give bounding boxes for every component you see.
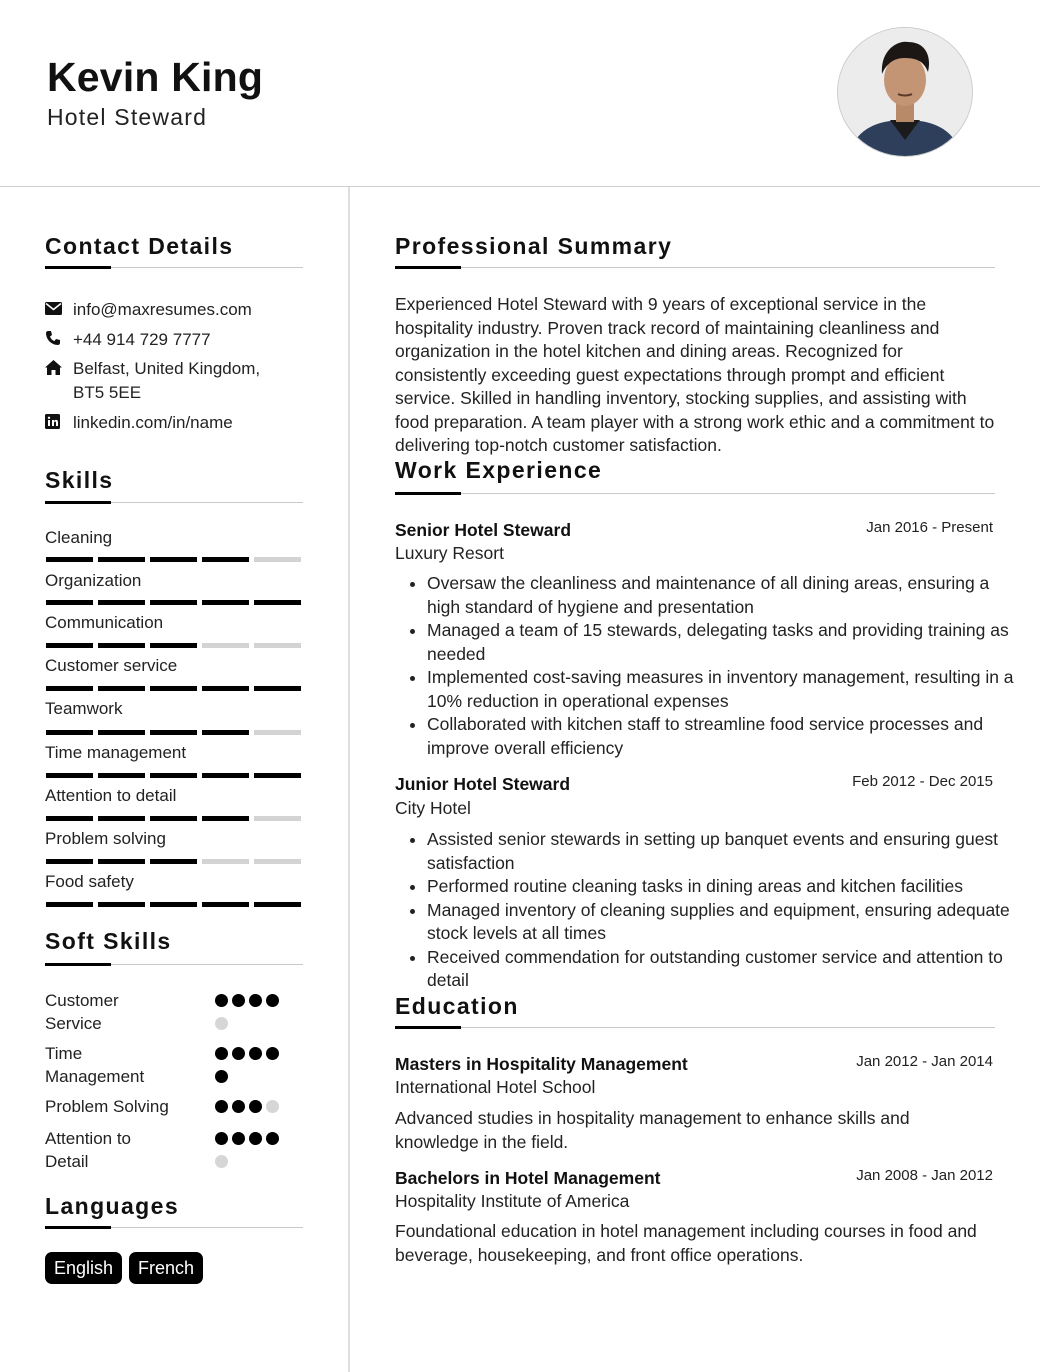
job-title: Senior Hotel Steward [395,520,572,540]
job-bullet: • Implemented cost-saving measures in inventory management, resulting in a 10% reduction in operational expenses [427,666,1027,713]
education-rule [395,1027,995,1028]
job-org: Luxury Resort [395,543,504,563]
candidate-name: Kevin King [47,54,264,100]
education-degree: Bachelors in Hotel Management [395,1168,661,1188]
summary-text: Experienced Hotel Steward with 9 years of exceptional service in the hospitality industry. Proven track record of maintaining cleanliness and organization in the hotel kitchen and dining areas. Recognized for consistently exceeding guest expectations through prompt and efficient service. Skilled in handling inventory, stocking supplies, and assisting with food preparation. A team player with a strong work ethic and a commitment to delivering top-notch customer satisfaction. [395,294,995,455]
soft-skill-rating-dot [215,1070,228,1083]
skill-level-segment [150,902,197,907]
contact-address-row [45,357,260,405]
candidate-title: Hotel Steward [47,104,208,130]
soft-skill-rating-dot [232,1132,245,1145]
skill-level-segment [46,730,93,735]
soft-skill-label [45,1095,205,1118]
job-bullets [395,828,1027,993]
skill-level-segment [254,902,301,907]
skill-level-segment [150,859,197,864]
skill-level-segment [98,859,145,864]
skill-level-segment [254,730,301,735]
education-description: Advanced studies in hospitality management to enhance skills and knowledge in the field. [395,1108,910,1152]
job-dates: Jan 2016 - Present [866,519,993,536]
column-divider [348,187,350,1372]
envelope-icon [45,298,73,318]
contact-heading: Contact Details [45,233,234,259]
skill-label: Customer service [45,656,178,675]
skill-level-bar [46,643,301,648]
skill-level-bar [46,816,301,821]
skill-level-segment [150,557,197,562]
skill-level-segment [202,600,249,605]
skill-level-segment [46,643,93,648]
skill-level-segment [46,557,93,562]
skill-level-segment [98,816,145,821]
languages-accent [45,1226,111,1229]
skill-level-bar [46,859,301,864]
job-bullet: • Managed a team of 15 stewards, delegating tasks and providing training as needed [427,619,1027,666]
skill-label: Problem solving [45,829,166,848]
skill-level-segment [46,902,93,907]
skill-level-bar [46,557,301,562]
skill-level-segment [98,643,145,648]
skill-level-bar [46,902,301,907]
soft-skill-label-line2: Service [45,1014,102,1033]
skill-level-segment [150,816,197,821]
soft-skill-rating-dot [232,1100,245,1113]
soft-skills-accent [45,963,111,966]
soft-skill-rating-dot [266,1132,279,1145]
phone-icon [45,328,73,348]
skill-label: Communication [45,613,164,632]
skill-level-segment [150,773,197,778]
soft-skill-label-line1: Attention to [45,1129,132,1148]
summary-heading: Professional Summary [395,233,673,259]
contact-linkedin[interactable]: linkedin.com/in/name [73,413,233,432]
contact-address-line1: Belfast, United Kingdom, [73,359,261,378]
avatar [837,27,973,157]
skill-level-segment [254,686,301,691]
skill-level-segment [46,816,93,821]
contact-address-line2: BT5 5EE [73,383,142,402]
skill-label: Time management [45,743,187,762]
education-school: International Hotel School [395,1077,596,1097]
skill-label: Organization [45,571,142,590]
soft-skill-rating-dot [249,1100,262,1113]
skill-level-segment [202,686,249,691]
contact-linkedin-row [45,411,233,435]
soft-skill-label-line1: Time [45,1044,83,1063]
soft-skill-label-line1: Problem Solving [45,1097,169,1116]
skills-heading: Skills [45,467,114,493]
soft-skill-rating-dot [249,994,262,1007]
skill-level-segment [202,557,249,562]
education-accent [395,1026,461,1029]
soft-skill-rating-dot [215,1100,228,1113]
skill-level-segment [254,600,301,605]
languages-heading: Languages [45,1193,180,1219]
skill-level-bar [46,600,301,605]
job-bullet: • Performed routine cleaning tasks in dining areas and kitchen facilities [427,875,1027,899]
summary-accent [395,266,461,269]
soft-skill-rating-dot [249,1047,262,1060]
soft-skill-rating-dot [266,994,279,1007]
avatar-portrait-icon [838,28,972,156]
summary-rule [395,267,995,268]
skill-level-segment [98,902,145,907]
experience-accent [395,492,461,495]
soft-skill-label [45,1127,205,1173]
skill-level-segment [98,557,145,562]
contact-email-row [45,298,252,322]
skill-level-segment [202,773,249,778]
soft-skill-rating-dot [232,994,245,1007]
job-title: Junior Hotel Steward [395,774,571,794]
soft-skill-label [45,989,205,1035]
resume-header [0,0,1040,187]
skill-level-segment [98,600,145,605]
soft-skill-label-line1: Customer [45,991,119,1010]
skill-level-segment [46,686,93,691]
skill-level-segment [150,643,197,648]
soft-skill-rating-dot [215,1047,228,1060]
skill-level-segment [202,643,249,648]
job-bullets [395,572,1027,760]
education-school: Hospitality Institute of America [395,1191,630,1211]
contact-accent [45,266,111,269]
skill-level-segment [254,773,301,778]
education-degree: Masters in Hospitality Management [395,1054,688,1074]
language-pill-french: French [129,1252,203,1284]
skill-level-bar [46,686,301,691]
skill-level-bar [46,730,301,735]
job-bullet: • Received commendation for outstanding customer service and attention to detail [427,946,1027,993]
education-description: Foundational education in hotel management including courses in food and beverage, housekeeping, and front office operations. [395,1221,977,1265]
skill-label: Teamwork [45,699,123,718]
skill-level-segment [46,600,93,605]
soft-skill-rating-dot [232,1047,245,1060]
skill-level-segment [46,773,93,778]
skill-label: Attention to detail [45,786,177,805]
skill-label: Food safety [45,872,134,891]
skill-level-segment [98,730,145,735]
skill-level-segment [254,643,301,648]
skill-level-segment [202,859,249,864]
education-dates: Jan 2012 - Jan 2014 [856,1053,993,1070]
soft-skill-rating-dot [266,1047,279,1060]
education-heading: Education [395,993,519,1019]
job-bullet: • Collaborated with kitchen staff to streamline food service processes and improve overall efficiency [427,713,1027,760]
skill-level-segment [202,730,249,735]
soft-skill-label-line2: Management [45,1067,145,1086]
skill-level-segment [150,600,197,605]
soft-skill-label [45,1042,205,1088]
soft-skill-label-line2: Detail [45,1152,89,1171]
skill-level-segment [150,730,197,735]
skill-level-bar [46,773,301,778]
home-icon [45,357,73,377]
skills-accent [45,501,111,504]
soft-skill-rating-dot [266,1100,279,1113]
skill-label: Cleaning [45,528,113,547]
job-bullet: • Managed inventory of cleaning supplies and equipment, ensuring adequate stock levels at all times [427,899,1027,946]
skill-level-segment [202,902,249,907]
contact-email[interactable]: info@maxresumes.com [73,300,252,319]
job-org: City Hotel [395,798,471,818]
contact-address [73,357,260,405]
soft-skills-heading: Soft Skills [45,928,172,954]
skill-level-segment [46,859,93,864]
experience-rule [395,493,995,494]
soft-skill-rating-dot [215,1132,228,1145]
experience-heading: Work Experience [395,457,603,483]
skill-level-segment [254,859,301,864]
job-dates: Feb 2012 - Dec 2015 [852,773,993,790]
soft-skill-rating-dot [215,1155,228,1168]
contact-phone-row [45,328,211,352]
skill-level-segment [98,773,145,778]
language-pill-english: English [45,1252,122,1284]
soft-skill-rating-dot [215,994,228,1007]
skill-level-segment [150,686,197,691]
education-dates: Jan 2008 - Jan 2012 [856,1167,993,1184]
linkedin-icon [45,411,73,431]
skill-level-segment [202,816,249,821]
soft-skill-rating-dot [249,1132,262,1145]
skill-level-segment [254,557,301,562]
skill-level-segment [254,816,301,821]
skill-level-segment [98,686,145,691]
contact-phone[interactable]: +44 914 729 7777 [73,330,211,349]
job-bullet: • Assisted senior stewards in setting up banquet events and ensuring guest satisfaction [427,828,1027,875]
job-bullet: • Oversaw the cleanliness and maintenance of all dining areas, ensuring a high standard of hygiene and presentation [427,572,1027,619]
soft-skill-rating-dot [215,1017,228,1030]
